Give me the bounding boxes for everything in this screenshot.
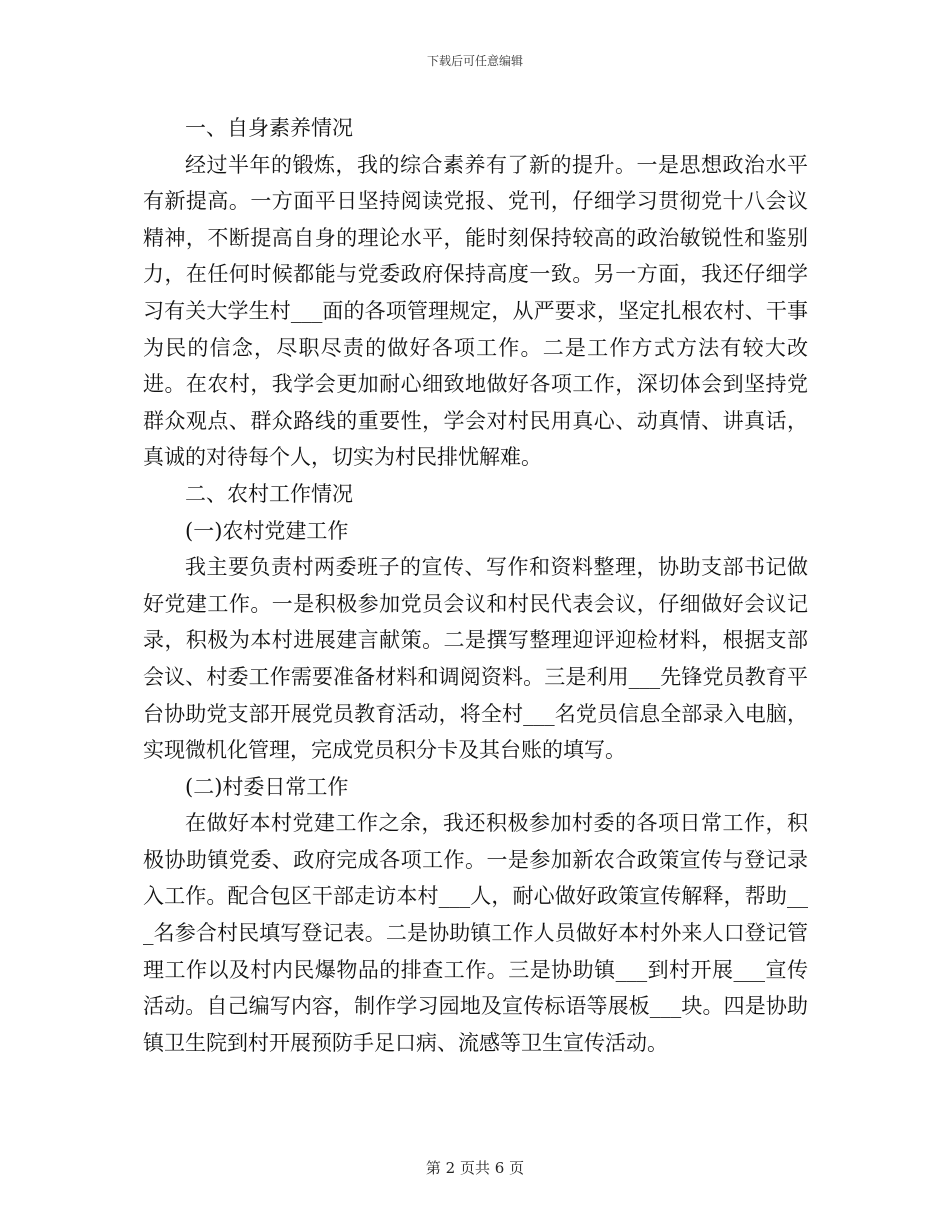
- page-number-footer: 第 2 页共 6 页: [425, 1159, 525, 1177]
- paragraph-village-committee: 在做好本村党建工作之余，我还积极参加村委的各项日常工作，积极协助镇党委、政府完成各项工作。一是参加新农合政策宣传与登记录入工作。配合包区干部走访本村___人，耐心做好政策宣传解释，帮助___名参合村民填写登记表。二是协助镇工作人员做好本村外来人口登记管理工作以及村内民爆物品的排查工作。三是协助镇___到村开展___宣传活动。自己编写内容，制作学习园地及宣传标语等展板___块。四是协助镇卫生院到村开展预防手足口病、流感等卫生宣传活动。: [143, 811, 808, 1055]
- subsection-heading-party-building: (一)农村党建工作: [185, 518, 349, 543]
- page-header-note: 下载后可任意编辑: [426, 54, 523, 68]
- subsection-heading-village-committee: (二)村委日常工作: [185, 774, 349, 799]
- document-body: [143, 110, 808, 1061]
- paragraph-party-building: 我主要负责村两委班子的宣传、写作和资料整理，协助支部书记做好党建工作。一是积极参加党员会议和村民代表会议，仔细做好会议记录，积极为本村进展建言献策。二是撰写整理迎评迎检材料，根据支部会议、村委工作需要准备材料和调阅资料。三是利用___先锋党员教育平台协助党支部开展党员教育活动，将全村___名党员信息全部录入电脑，实现微机化管理，完成党员积分卡及其台账的填写。: [143, 555, 808, 763]
- paragraph-self-quality: 经过半年的锻炼，我的综合素养有了新的提升。一是思想政治水平有新提高。一方面平日坚持阅读党报、党刊，仔细学习贯彻党十八会议精神，不断提高自身的理论水平，能时刻保持较高的政治敏锐性和鉴别力，在任何时候都能与党委政府保持高度一致。另一方面，我还仔细学习有关大学生村___面的各项管理规定，从严要求，坚定扎根农村、干事为民的信念，尽职尽责的做好各项工作。二是工作方式方法有较大改进。在农村，我学会更加耐心细致地做好各项工作，深切体会到坚持党群众观点、群众路线的重要性，学会对村民用真心、动真情、讲真话，真诚的对待每个人，切实为村民排忧解难。: [143, 152, 808, 470]
- section-heading-rural-work: 二、农村工作情况: [185, 481, 353, 506]
- section-heading-self-quality: 一、自身素养情况: [185, 116, 353, 140]
